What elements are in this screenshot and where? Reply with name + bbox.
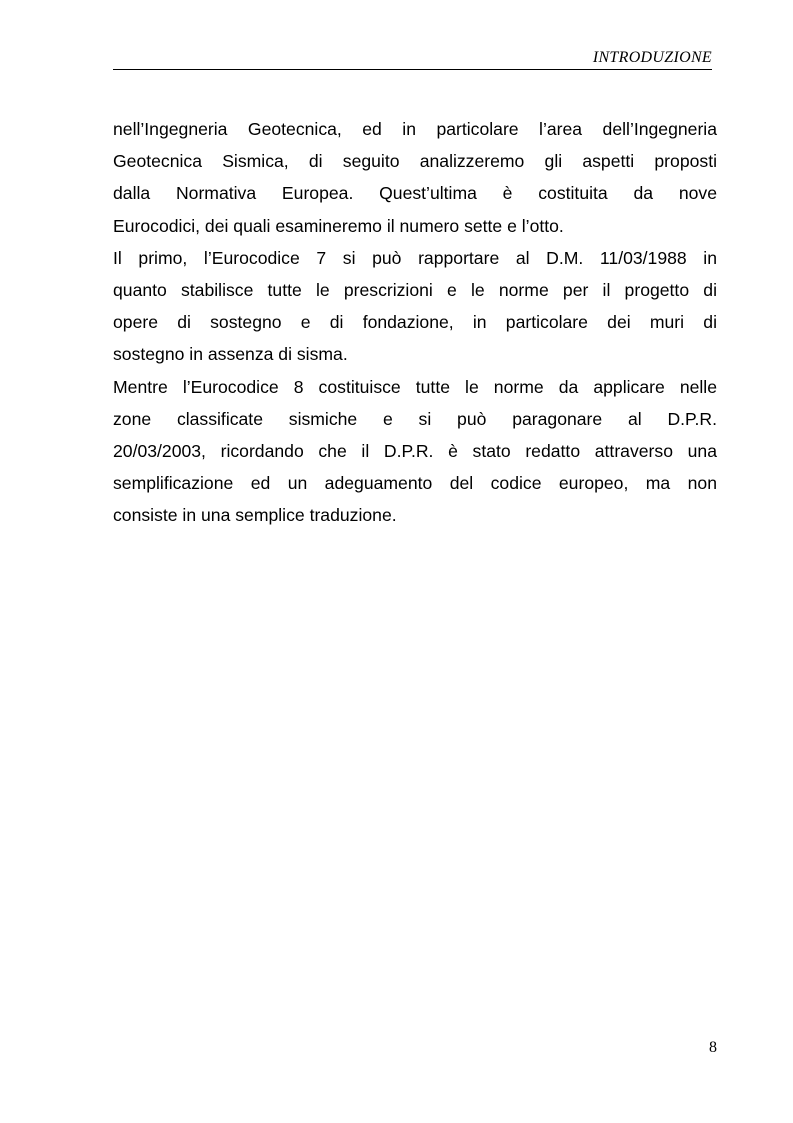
page-number: 8 [709,1039,717,1056]
text-line: quanto stabilisce tutte le prescrizioni e le norme per il progetto di [113,279,717,300]
text-line: consiste in una semplice traduzione. [113,505,397,526]
text-line: nell’Ingegneria Geotecnica, ed in particolare l’area dell’Ingegneria [113,119,717,139]
running-header-title: INTRODUZIONE [592,49,712,66]
paragraph-3 [113,371,717,532]
body-text [113,113,717,531]
text-line: Il primo, l’Eurocodice 7 si può rapportare al D.M. 11/03/1988 in [113,247,717,268]
text-line: opere di sostegno e di fondazione, in particolare dei muri di [113,312,717,333]
paragraph-1 [113,113,717,242]
text-line: Mentre l’Eurocodice 8 costituisce tutte le norme da applicare nelle [113,376,717,397]
text-line: 20/03/2003, ricordando che il D.P.R. è stato redatto attraverso una [113,440,717,461]
paragraph-2 [113,242,717,371]
text-line: Eurocodici, dei quali esamineremo il numero sette e l’otto. [113,215,564,236]
text-line: Geotecnica Sismica, di seguito analizzeremo gli aspetti proposti [113,151,717,172]
text-line: sostegno in assenza di sisma. [113,344,348,365]
text-line: zone classificate sismiche e si può paragonare al D.P.R. [113,408,717,429]
text-line: dalla Normativa Europea. Quest’ultima è costituita da nove [113,183,717,204]
header-rule [113,69,712,70]
text-line: semplificazione ed un adeguamento del codice europeo, ma non [113,473,717,494]
